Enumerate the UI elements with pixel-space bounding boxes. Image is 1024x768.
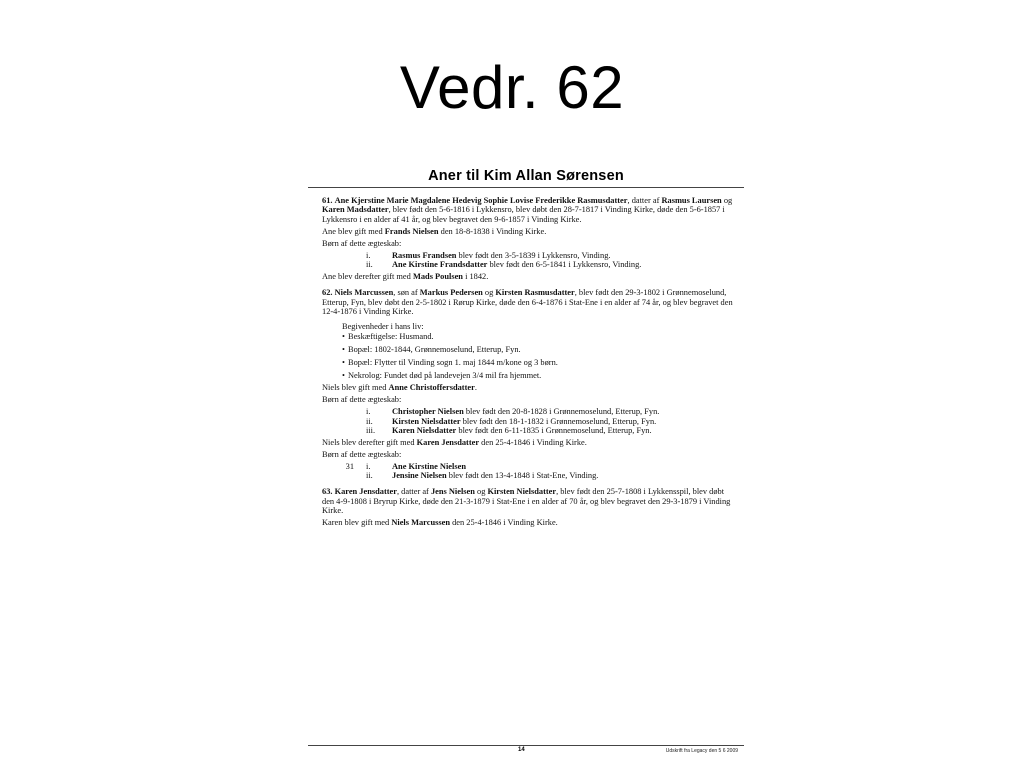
document-title: Aner til Kim Allan Sørensen: [428, 168, 624, 184]
father-name: Jens Nielsen: [430, 487, 475, 497]
entry-text: , datter af: [627, 196, 660, 205]
child-row: [322, 407, 734, 416]
child-name: Christopher Nielsen: [392, 407, 464, 417]
marriage-line: [322, 518, 734, 527]
children-heading: Børn af dette ægteskab:: [322, 449, 402, 459]
entry-62: [322, 288, 734, 316]
child-row: [322, 471, 734, 480]
conjunction: og: [721, 196, 733, 205]
father-name: Rasmus Laursen: [661, 196, 722, 205]
spouse-name: Niels Marcussen: [391, 518, 451, 528]
entry-name: Niels Marcussen: [334, 288, 394, 298]
page-number: 14: [518, 747, 525, 753]
entry-text: , datter af: [396, 487, 431, 497]
event-item: [342, 371, 734, 380]
conjunction: og: [482, 288, 496, 298]
scanned-document: [308, 168, 744, 758]
children-list: [322, 407, 734, 435]
event-text: Bopæl: Flytter til Vinding sogn 1. maj 1844 m/kone og 3 børn.: [348, 357, 558, 367]
mother-name: Karen Madsdatter: [322, 205, 389, 215]
bullet-icon: •: [342, 344, 345, 354]
event-text: Bopæl: 1802-1844, Grønnemoselund, Etterup, Fyn.: [348, 344, 521, 354]
child-number: i.: [366, 250, 371, 260]
father-name: Markus Pedersen: [419, 288, 483, 298]
child-name: Karen Nielsdatter: [392, 425, 457, 435]
child-number: ii.: [366, 416, 373, 426]
child-row: [322, 251, 734, 260]
child-text: blev født den 18-1-1832 i Grønnemoselund, Etterup, Fyn.: [460, 416, 657, 426]
conjunction: og: [474, 487, 488, 497]
bottom-rule: [308, 745, 744, 746]
entry-number: 62.: [322, 288, 333, 298]
child-text: blev født den 20-8-1828 i Grønnemoselund, Etterup, Fyn.: [463, 407, 660, 417]
child-text: blev født den 3-5-1839 i Lykkensro, Vinding.: [456, 250, 611, 260]
events-heading: Begivenheder i hans liv:: [342, 322, 424, 332]
child-text: blev født den 6-11-1835 i Grønnemoselund, Etterup, Fyn.: [456, 425, 652, 435]
event-item: [342, 332, 734, 341]
marriage-line: [322, 383, 734, 392]
entry-61: [322, 196, 734, 224]
child-row: [322, 462, 734, 471]
footer-note: Udskrift fra Legacy den 5 6 2009: [665, 748, 738, 754]
remarriage-line: [322, 272, 734, 281]
child-name: Ane Kirstine Nielsen: [392, 461, 466, 471]
child-name: Ane Kirstine Frandsdatter: [392, 259, 488, 269]
entry-text: , blev født den 5-6-1816 i Lykkensro, blev døbt den 28-7-1817 i Vinding Kirke, døde den 5-6-1857 i Lykkensro i en alder af 41 år, og blev begravet den 9-6-1857 i Vinding Kirke.: [322, 205, 725, 224]
entry-63: [322, 487, 734, 515]
event-item: [342, 345, 734, 354]
entry-name: Karen Jensdatter: [334, 487, 397, 497]
slide-title: Vedr. 62: [399, 54, 625, 121]
child-number: ii.: [366, 259, 373, 269]
marriage-text: den 25-4-1846 i Vinding Kirke.: [479, 437, 587, 447]
spouse-name: Anne Christoffersdatter: [388, 383, 475, 393]
children-list: [322, 462, 734, 481]
child-row: [322, 426, 734, 435]
marriage-text: .: [474, 383, 477, 393]
children-list: [322, 251, 734, 270]
spouse-name: Mads Poulsen: [412, 271, 463, 281]
mother-name: Kirsten Nielsdatter: [487, 487, 557, 497]
spouse-name: Frands Nielsen: [384, 226, 439, 236]
marriage-line: [322, 227, 734, 236]
document-body: [322, 196, 734, 530]
entry-text: , blev født den 25-7-1808 i Lykkensspil, blev døbt den 4-9-1808 i Bryrup Kirke, døde den 21-3-1879 i Stat-Ene i en alder af 70 år, og blev begravet den 29-3-1879 i Vinding Kirke.: [322, 487, 731, 516]
child-text: blev født den 13-4-1848 i Stat-Ene, Vinding.: [446, 471, 599, 481]
child-row: [322, 260, 734, 269]
mother-name: Kirsten Rasmusdatter: [495, 288, 575, 298]
child-number: i.: [366, 407, 371, 417]
event-text: Beskæftigelse: Husmand.: [348, 331, 434, 341]
children-heading: Børn af dette ægteskab:: [322, 395, 402, 405]
child-name: Jensine Nielsen: [392, 471, 447, 481]
entry-text: , søn af: [393, 288, 420, 298]
entry-name: Ane Kjerstine Marie Magdalene Hedevig Sophie Lovise Frederikke Rasmusdatter: [334, 196, 628, 205]
marriage-text: Niels blev derefter gift med: [322, 437, 417, 447]
bullet-icon: •: [342, 331, 345, 341]
marriage-text: den 25-4-1846 i Vinding Kirke.: [450, 518, 558, 528]
remarriage-line: [322, 438, 734, 447]
entry-number: 63.: [322, 487, 333, 497]
marriage-text: den 18-8-1838 i Vinding Kirke.: [438, 226, 547, 236]
ancestor-reference: 31: [345, 461, 354, 471]
child-row: [322, 417, 734, 426]
life-events: [342, 322, 734, 380]
marriage-text: Karen blev gift med: [322, 518, 392, 528]
marriage-text: Ane blev derefter gift med: [322, 271, 413, 281]
entry-text: , blev født den 29-3-1802 i Grønnemoselund, Etterup, Fyn, blev døbt den 2-5-1802 i Rørup Kirke, døde den 6-4-1876 i Stat-Ene i en alder af 74 år, og blev begravet den 12-4-1876 i Vinding Kirke.: [322, 288, 733, 317]
child-number: iii.: [366, 425, 376, 435]
child-name: Kirsten Nielsdatter: [392, 416, 461, 426]
marriage-text: Niels blev gift med: [322, 383, 389, 393]
event-item: [342, 358, 734, 367]
bullet-icon: •: [342, 357, 345, 367]
entry-number: 61.: [322, 196, 333, 205]
spouse-name: Karen Jensdatter: [416, 437, 480, 447]
marriage-text: Ane blev gift med: [322, 226, 385, 236]
top-rule: [308, 187, 744, 188]
child-number: i.: [366, 461, 371, 471]
ancestor-reference: [322, 471, 364, 480]
child-number: ii.: [366, 471, 373, 481]
child-name: Rasmus Frandsen: [392, 250, 457, 260]
children-heading: Børn af dette ægteskab:: [322, 238, 402, 248]
event-text: Nekrolog: Fundet død på landevejen 3/4 mil fra hjemmet.: [348, 370, 542, 380]
child-text: blev født den 6-5-1841 i Lykkensro, Vinding.: [487, 259, 642, 269]
marriage-text: i 1842.: [462, 271, 489, 281]
bullet-icon: •: [342, 370, 345, 380]
